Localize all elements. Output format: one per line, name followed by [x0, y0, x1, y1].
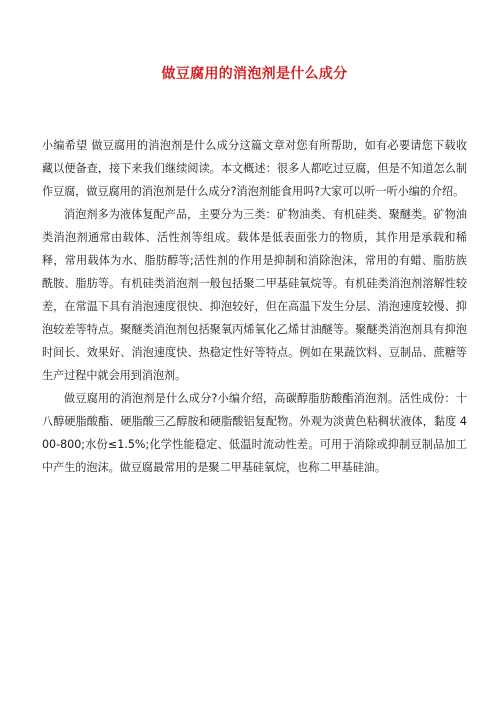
paragraph-tofu-defoamer: 做豆腐用的消泡剂是什么成分?小编介绍，高碳醇脂肪酸酯消泡剂。活性成份：十八醇硬脂酸酯、硬脂酸三乙醇胺和硬脂酸铝复配物。外观为淡黄色粘稠状液体，黏度 400-800;水份≤1.5%;化学性能稳定、低温时流动性差。可用于消除或抑制豆制品加工中产生的泡沫。做豆腐最常用的是聚二甲基硅氧烷，也称二甲基硅油。 [42, 392, 467, 474]
paragraph-defoamer-types: 消泡剂多为液体复配产品，主要分为三类：矿物油类、有机硅类、聚醚类。矿物油类消泡剂通常由载体、活性剂等组成。载体是低表面张力的物质，其作用是承载和稀释，常用载体为水、脂肪醇等;活性剂的作用是抑制和消除泡沫，常用的有蜡、脂肪族酰胺、脂肪等。有机硅类消泡剂一般包括聚二甲基硅氧烷等。有机硅类消泡剂溶解性较差，在常温下具有消泡速度很快、抑泡较好，但在高温下发生分层、消泡速度较慢、抑泡较差等特点。聚醚类消泡剂包括聚氧丙烯氧化乙烯甘油醚等。聚醚类消泡剂具有抑泡时间长、效果好、消泡速度快、热稳定性好等特点。例如在果蔬饮料、豆制品、蔗糖等生产过程中就会用到消泡剂。 [42, 208, 467, 382]
document-body [42, 134, 467, 479]
paragraph-intro: 小编希望 做豆腐用的消泡剂是什么成分这篇文章对您有所帮助，如有必要请您下载收藏以便备查，接下来我们继续阅读。本文概述：很多人都吃过豆腐，但是不知道怎么制作豆腐，做豆腐用的消泡剂是什么成分?消泡剂能食用吗?大家可以听一听小编的介绍。 [42, 139, 467, 198]
document-title: 做豆腐用的消泡剂是什么成分 [161, 66, 348, 82]
